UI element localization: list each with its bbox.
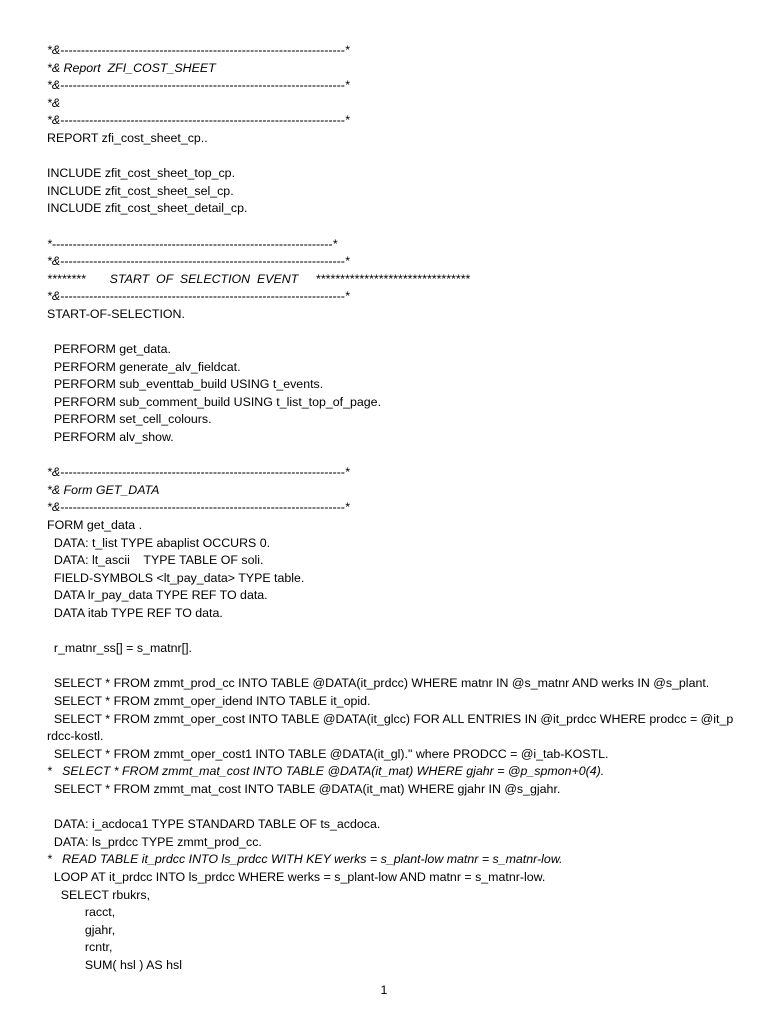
code-line: DATA: i_acdoca1 TYPE STANDARD TABLE OF ts_acdoca.	[47, 817, 381, 832]
code-line: LOOP AT it_prdcc INTO ls_prdcc WHERE werks = s_plant-low AND matnr = s_matnr-low.	[47, 869, 546, 884]
page-number: 1	[380, 983, 388, 997]
blank-line	[47, 658, 737, 676]
code-line: DATA lr_pay_data TYPE REF TO data.	[47, 588, 268, 603]
code-line: SELECT * FROM zmmt_oper_cost INTO TABLE @DATA(it_glcc) FOR ALL ENTRIES IN @it_prdcc WHERE prodcc = @it_p	[47, 711, 734, 726]
blank-line	[47, 218, 737, 236]
code-line: *&	[47, 95, 61, 110]
code-line: rcntr,	[47, 940, 113, 955]
code-line: SELECT * FROM zmmt_mat_cost INTO TABLE @DATA(it_mat) WHERE gjahr IN @s_gjahr.	[47, 781, 561, 796]
code-line: INCLUDE zfit_cost_sheet_sel_cp.	[47, 183, 234, 198]
code-line: PERFORM sub_eventtab_build USING t_events.	[47, 377, 324, 392]
code-line: DATA: lt_ascii TYPE TABLE OF soli.	[47, 553, 264, 568]
code-line: PERFORM sub_comment_build USING t_list_top_of_page.	[47, 394, 382, 409]
blank-line	[47, 623, 737, 641]
code-line: gjahr,	[47, 922, 116, 937]
code-line: DATA itab TYPE REF TO data.	[47, 606, 223, 620]
code-line: racct,	[47, 905, 116, 920]
code-line: PERFORM get_data.	[47, 342, 171, 357]
blank-line	[47, 447, 737, 465]
code-line: *&---------------------------------------------------------------------*	[47, 113, 350, 128]
code-line: * SELECT * FROM zmmt_mat_cost INTO TABLE @DATA(it_mat) WHERE gjahr = @p_spmon+0(4).	[47, 764, 605, 779]
code-line: *&---------------------------------------------------------------------*	[47, 289, 350, 304]
code-line: *& Report ZFI_COST_SHEET	[47, 60, 216, 75]
code-line: PERFORM set_cell_colours.	[47, 412, 212, 427]
code-line: *&---------------------------------------------------------------------*	[47, 78, 350, 93]
code-listing	[47, 42, 737, 974]
code-line: *&---------------------------------------------------------------------*	[47, 254, 350, 269]
code-line: START-OF-SELECTION.	[47, 306, 185, 321]
code-line: INCLUDE zfit_cost_sheet_detail_cp.	[47, 201, 248, 216]
code-line: *& Form GET_DATA	[47, 482, 160, 497]
code-line: FIELD-SYMBOLS <lt_pay_data> TYPE table.	[47, 570, 305, 585]
blank-line	[47, 324, 737, 342]
code-line: *--------------------------------------------------------------------*	[47, 236, 338, 251]
code-line: SELECT * FROM zmmt_oper_idend INTO TABLE it_opid.	[47, 693, 371, 708]
code-line: SELECT * FROM zmmt_prod_cc INTO TABLE @DATA(it_prdcc) WHERE matnr IN @s_matnr AND werks IN @s_plant.	[47, 676, 710, 691]
code-line: FORM get_data .	[47, 518, 143, 533]
code-line: ******** START OF SELECTION EVENT ********************************	[47, 271, 470, 286]
code-line: rdcc-kostl.	[47, 729, 104, 744]
code-line: DATA: t_list TYPE abaplist OCCURS 0.	[47, 535, 271, 550]
code-line: r_matnr_ss[] = s_matnr[].	[47, 641, 192, 656]
code-line: * READ TABLE it_prdcc INTO ls_prdcc WITH KEY werks = s_plant-low matnr = s_matnr-low.	[47, 852, 563, 867]
code-line: PERFORM generate_alv_fieldcat.	[47, 359, 241, 374]
code-line: SUM( hsl ) AS hsl	[47, 957, 182, 972]
code-line: *&---------------------------------------------------------------------*	[47, 500, 350, 515]
code-line: INCLUDE zfit_cost_sheet_top_cp.	[47, 166, 236, 181]
code-line: SELECT rbukrs,	[47, 887, 151, 902]
code-line: DATA: ls_prdcc TYPE zmmt_prod_cc.	[47, 834, 262, 849]
blank-line	[47, 799, 737, 817]
code-line: *&---------------------------------------------------------------------*	[47, 43, 350, 57]
code-line: SELECT * FROM zmmt_oper_cost1 INTO TABLE @DATA(it_gl)." where PRODCC = @i_tab-KOSTL.	[47, 746, 609, 761]
code-line: *&---------------------------------------------------------------------*	[47, 465, 350, 480]
code-line: PERFORM alv_show.	[47, 430, 174, 445]
blank-line	[47, 148, 737, 166]
code-line: REPORT zfi_cost_sheet_cp..	[47, 130, 208, 145]
